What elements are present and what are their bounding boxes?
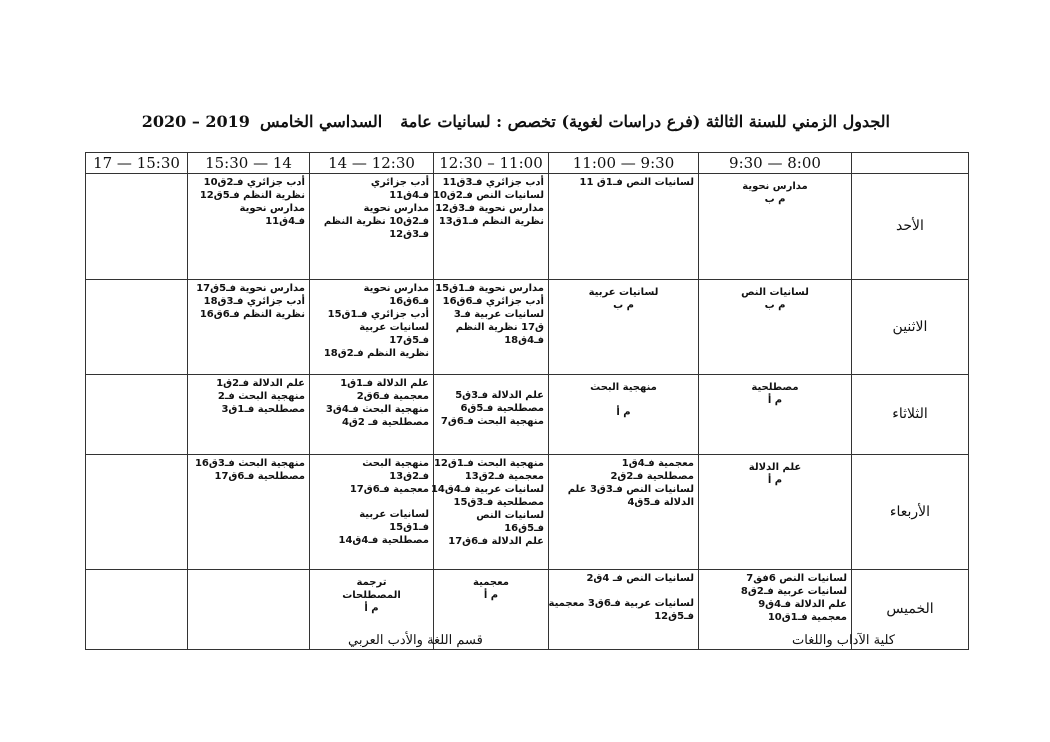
footer-department: قسم اللغة والأدب العربي [348,633,483,648]
schedule-cell [188,174,310,280]
day-label: الأحد [852,174,969,280]
cell-line: لسانيات عربية [359,322,429,333]
day-label: الاثنين [852,280,969,375]
cell-line: ق17 نظرية النظم [455,322,544,333]
cell-line: منهجية البحث فـ6ق7 [440,416,544,427]
cell-line: مصطلحية فـ5ق6 [460,403,544,414]
schedule-cell [434,375,549,455]
cell-line: مدارس نحوية فـ5ق17 [196,283,305,294]
cell-line: مصطلحية فـ4ق14 [338,535,429,546]
cell-line: م أ [616,407,631,418]
day-row [86,375,969,455]
cell-line: المصطلحات [342,590,401,601]
day-row [86,455,969,570]
cell-line: نظرية النظم فـ1ق13 [438,216,544,227]
cell-line: لسانيات عربية [359,509,429,520]
cell-line: مصطلحية فـ2ق2 [610,471,694,482]
page-title [141,112,890,131]
day-label: الخميس [852,570,969,650]
cell-line: منهجية البحث [590,382,657,393]
schedule-cell [188,455,310,570]
cell-line: مصطلحية [751,382,799,393]
cell-line: علم الدلالة فـ3ق5 [455,390,544,401]
cell-line: م أ [364,603,379,614]
cell-line: علم الدلالة فـ4ق9 [758,599,847,610]
cell-line: لسانيات النص فـ 4ق2 [586,573,694,584]
time-slot-header: 12:30 — 14 [310,153,434,174]
cell-line: لسانيات عربية فـ2ق8 [740,586,847,597]
cell-line: فـ5ق17 [389,335,429,346]
schedule-cell [86,570,188,650]
cell-line: م أ [767,475,783,486]
schedule-cell [549,375,699,455]
cell-line: أدب جزائري فـ3ق18 [203,296,305,307]
schedule-cell [310,375,434,455]
schedule-cell [549,455,699,570]
schedule-cell [430,455,549,570]
title-year: 2019 – 2020 [141,112,250,131]
timetable-body [86,174,969,650]
time-slot-header: 11:00 – 12:30 [434,153,549,174]
schedule-cell [86,455,188,570]
cell-line: لسانيات عربية فـ6ق3 معجمية [548,598,694,609]
cell-line: مدارس نحوية [742,181,808,192]
cell-line: فـ3ق12 [389,229,429,240]
time-slot-header: 15:30 — 17 [86,153,188,174]
cell-line: لسانيات النص فـ3ق3 علم [567,484,694,495]
schedule-cell [549,174,699,280]
cell-line: م ب [764,300,786,311]
schedule-cell [549,280,699,375]
cell-line: م ب [613,300,634,311]
cell-line: لسانيات عربية فـ4ق14 [430,484,544,495]
cell-line: لسانيات النص فـ1ق 11 [579,177,694,188]
cell-line: لسانيات عربية فـ3 [453,309,544,320]
time-slot-header: 8:00 — 9:30 [699,153,852,174]
cell-line: مدارس نحوية [363,283,429,294]
cell-line: م ب [764,194,786,205]
schedule-cell [86,280,188,375]
cell-line: فـ4ق11 [389,190,429,201]
cell-line: معجمية [473,577,509,588]
cell-line: معجمية فـ6ق2 [356,391,429,402]
day-header-cell [852,153,969,174]
cell-line: فـ2ق10 نظرية النظم [323,216,429,227]
time-slot-header: 9:30 — 11:00 [549,153,699,174]
title-main: الجدول الزمني للسنة الثالثة (فرع دراسات لغوية) تخصص : لسانيات عامة [400,112,890,131]
cell-line: علم الدلالة فـ2ق1 [216,378,305,389]
cell-line: أدب جزائري فـ1ق15 [327,309,429,320]
cell-line: منهجية البحث [362,458,429,469]
day-row [86,174,969,280]
cell-line: معجمية فـ1ق10 [767,612,847,623]
cell-line: منهجية البحث فـ4ق3 [325,404,429,415]
cell-line: لسانيات النص [476,510,544,521]
cell-line: مدارس نحوية [363,203,429,214]
cell-line: نظرية النظم فـ2ق18 [323,348,429,359]
cell-line: أدب جزائري فـ3ق11 [442,177,544,188]
schedule-cell [310,280,434,375]
cell-line: مدارس نحوية فـ1ق15 [435,283,544,294]
cell-line: علم الدلالة فـ1ق1 [340,378,429,389]
cell-line: منهجية البحث فـ3ق16 [194,458,305,469]
cell-spacer [553,585,694,597]
cell-line: ترجمة [356,577,387,588]
cell-line: أدب جزائري فـ2ق10 [203,177,305,188]
cell-line: لسانيات النص 6فق7 [746,573,847,584]
cell-line: فـ1ق15 [389,522,429,533]
schedule-cell [86,375,188,455]
cell-line: مصطلحية فـ1ق3 [221,404,305,415]
cell-line: مدارس نحوية فـ3ق12 [435,203,544,214]
cell-line: نظرية النظم فـ6ق16 [199,309,305,320]
title-semester: السداسي الخامس [259,112,383,131]
cell-line: فـ6ق16 [389,296,429,307]
cell-line: منهجية البحث فـ2 [217,391,305,402]
cell-line: لسانيات عربية [588,287,659,298]
schedule-cell [310,455,434,570]
cell-line: لسانيات النص فـ2ق10 [432,190,544,201]
schedule-cell [699,174,852,280]
time-slot-header: 14 — 15:30 [188,153,310,174]
timetable [85,152,969,650]
header-row [86,153,969,174]
schedule-cell [699,375,852,455]
cell-line: نظرية النظم فـ5ق12 [199,190,305,201]
cell-line: أدب جزائري فـ6ق16 [442,296,544,307]
day-label: الأربعاء [852,455,969,570]
cell-line: أدب جزائري [370,177,429,188]
cell-line: فـ4ق11 [265,216,305,227]
cell-line: م أ [483,590,499,601]
schedule-cell [434,174,549,280]
schedule-cell [699,280,852,375]
cell-line: علم الدلالة فـ6ق17 [448,536,544,547]
schedule-cell [310,174,434,280]
cell-line: م أ [767,395,783,406]
cell-spacer [438,377,544,389]
cell-spacer [314,496,429,508]
cell-line: مصطلحية فـ3ق15 [453,497,544,508]
cell-line: مدارس نحوية [239,203,305,214]
schedule-cell [86,174,188,280]
cell-line: فـ4ق18 [504,335,544,346]
day-label: الثلاثاء [852,375,969,455]
cell-line: فـ5ق12 [654,611,694,622]
footer-faculty: كلية الآداب واللغات [792,633,895,648]
cell-spacer [553,394,694,406]
cell-line: معجمية فـ2ق13 [464,471,544,482]
schedule-cell [434,280,549,375]
cell-line: منهجية البحث فـ1ق12 [433,458,544,469]
cell-line: مصطلحية فـ6ق17 [214,471,305,482]
cell-line: لسانيات النص [741,287,809,298]
schedule-cell [549,570,699,650]
cell-line: علم الدلالة [748,462,802,473]
cell-line: فـ2ق13 [389,471,429,482]
schedule-cell [188,280,310,375]
cell-line: معجمية فـ6ق17 [349,484,429,495]
day-row [86,280,969,375]
schedule-cell [188,375,310,455]
schedule-cell [699,455,852,570]
cell-line: الدلالة فـ5ق4 [627,497,694,508]
cell-line: مصطلحية فـ 2ق4 [341,417,429,428]
schedule-cell [188,570,310,650]
cell-line: فـ5ق16 [504,523,544,534]
cell-line: معجمية فـ4ق1 [621,458,694,469]
